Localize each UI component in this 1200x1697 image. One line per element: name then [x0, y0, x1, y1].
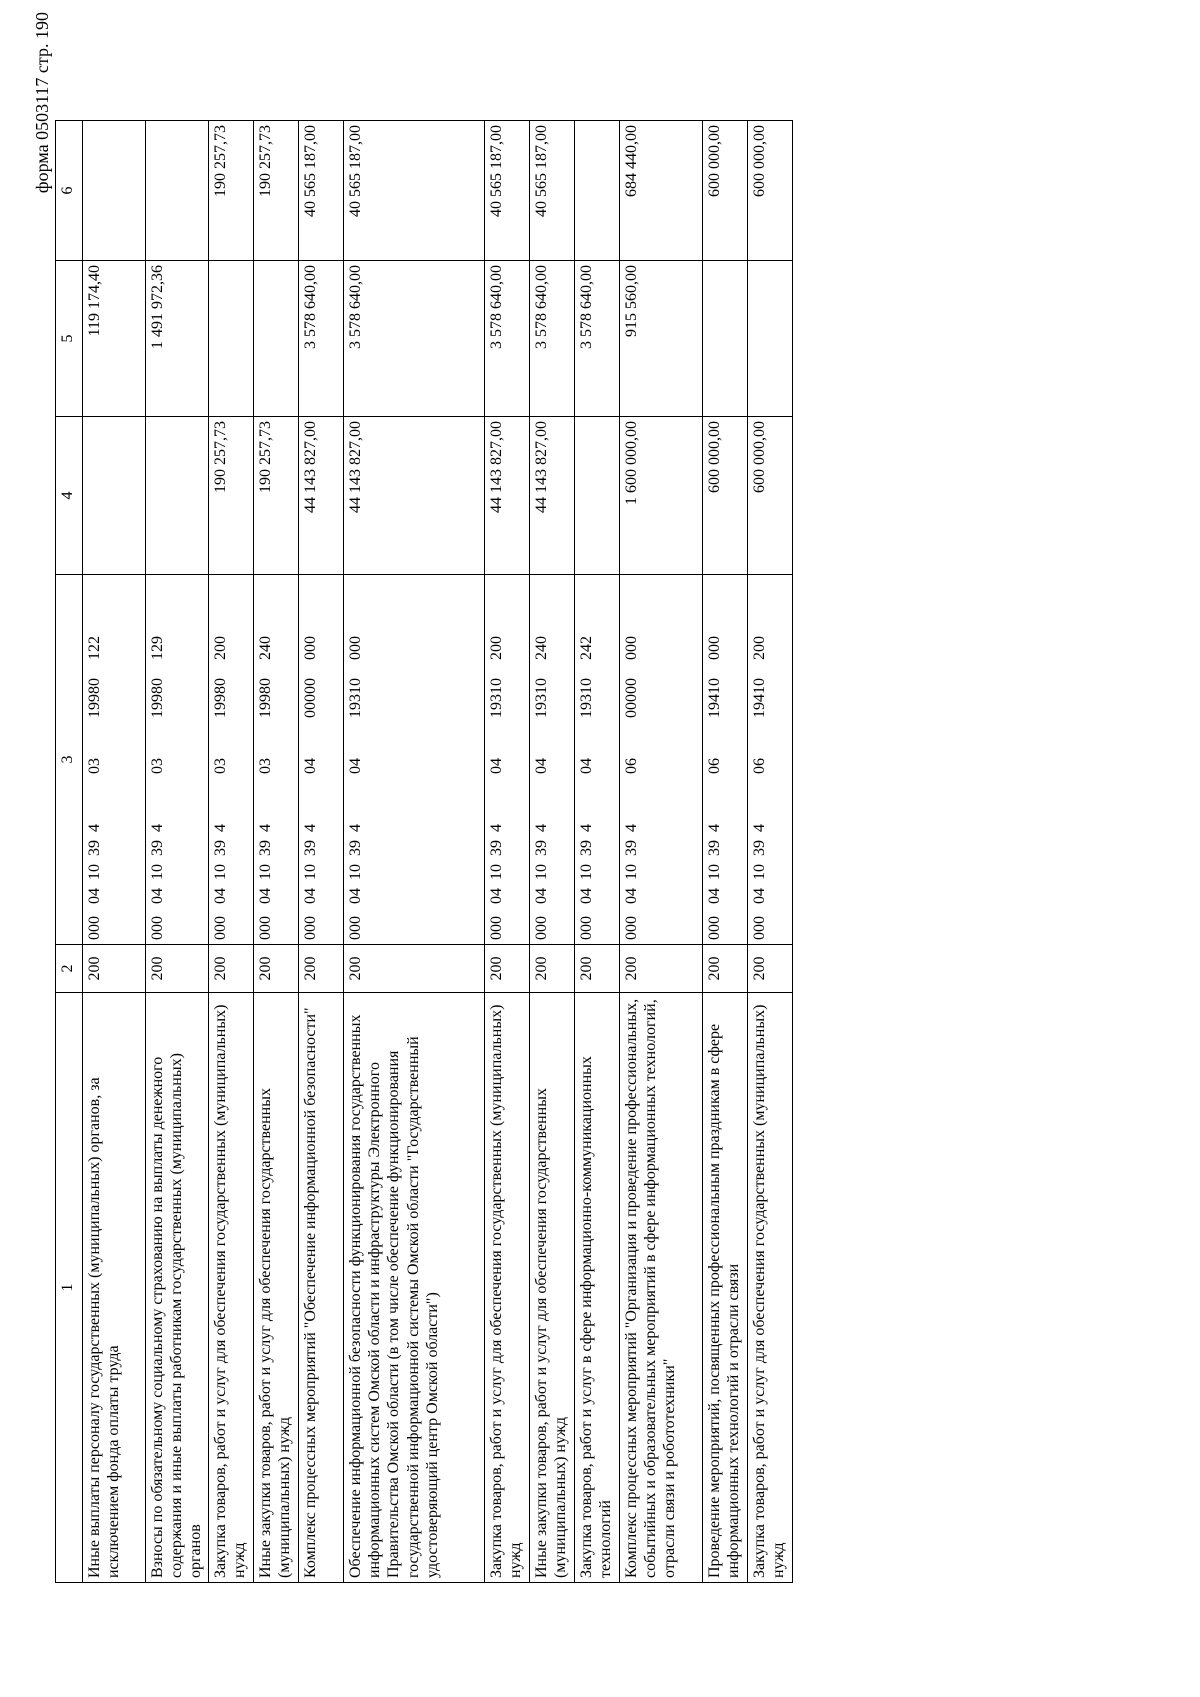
row-line-code: 200: [146, 945, 209, 993]
row-approved-amount: 190 257,73: [254, 417, 299, 575]
row-name: Закупка товаров, работ и услуг для обеспечения государственных (муниципальных) нужд: [748, 993, 793, 1583]
code-segment: 4: [302, 824, 319, 832]
report-table: [55, 120, 793, 1583]
row-classification-code: [530, 575, 575, 945]
row-unexecuted-amount: 40 565 187,00: [299, 121, 344, 261]
row-executed-amount: 3 578 640,00: [344, 261, 485, 417]
code-segment: 04: [149, 888, 166, 904]
code-segment: 240: [257, 636, 274, 660]
code-segment: 04: [578, 888, 595, 904]
row-name: Взносы по обязательному социальному страхованию на выплаты денежного содержания и иные выплаты работникам государственных (муниципальных) органов: [146, 993, 209, 1583]
code-segment: 39: [488, 840, 505, 856]
row-name: Иные закупки товаров, работ и услуг для обеспечения государственных (муниципальных) нужд: [530, 993, 575, 1583]
code-segment: 000: [751, 916, 768, 940]
code-segment: 242: [578, 636, 595, 660]
row-approved-amount: 44 143 827,00: [530, 417, 575, 575]
row-name: Комплекс процессных мероприятий "Обеспечение информационной безопасности": [299, 993, 344, 1583]
code-segment: 39: [86, 840, 103, 856]
code-segment: 04: [212, 888, 229, 904]
code-segment: 4: [86, 824, 103, 832]
row-executed-amount: 3 578 640,00: [575, 261, 620, 417]
code-segment: 06: [623, 758, 640, 774]
code-segment: 04: [488, 758, 505, 774]
row-line-code: 200: [485, 945, 530, 993]
row-approved-amount: 600 000,00: [748, 417, 793, 575]
code-segment: 04: [751, 888, 768, 904]
code-segment: 04: [533, 888, 550, 904]
row-executed-amount: [254, 261, 299, 417]
code-segment: 10: [488, 864, 505, 880]
row-executed-amount: 3 578 640,00: [530, 261, 575, 417]
code-segment: 04: [578, 758, 595, 774]
row-approved-amount: 44 143 827,00: [485, 417, 530, 575]
row-classification-code: [620, 575, 703, 945]
code-segment: 39: [751, 840, 768, 856]
row-classification-code: [575, 575, 620, 945]
form-label: форма 0503117 стр. 190: [32, 12, 52, 194]
row-approved-amount: [575, 417, 620, 575]
table-row: [748, 121, 793, 1583]
code-segment: 19410: [706, 678, 723, 718]
table-row: [485, 121, 530, 1583]
code-segment: 39: [302, 840, 319, 856]
row-unexecuted-amount: 190 257,73: [209, 121, 254, 261]
row-unexecuted-amount: 40 565 187,00: [485, 121, 530, 261]
table-row: [703, 121, 748, 1583]
column-header: 2: [56, 945, 83, 993]
column-header: 6: [56, 121, 83, 261]
code-segment: 19980: [257, 678, 274, 718]
row-line-code: 200: [299, 945, 344, 993]
code-segment: 04: [488, 888, 505, 904]
row-name: Комплекс процессных мероприятий "Организация и проведение профессиональных, событийных и образовательных мероприятий в сфере информационных технологий, отрасли связи и робототехники": [620, 993, 703, 1583]
code-segment: 10: [86, 864, 103, 880]
row-unexecuted-amount: [146, 121, 209, 261]
code-segment: 39: [149, 840, 166, 856]
code-segment: 129: [149, 636, 166, 660]
code-segment: 200: [212, 636, 229, 660]
code-segment: 03: [149, 758, 166, 774]
row-classification-code: [748, 575, 793, 945]
row-name: Проведение мероприятий, посвященных профессиональным праздникам в сфере информационных технологий и отрасли связи: [703, 993, 748, 1583]
row-executed-amount: 3 578 640,00: [485, 261, 530, 417]
table-row: [344, 121, 485, 1583]
row-classification-code: [83, 575, 146, 945]
table-row: [575, 121, 620, 1583]
row-line-code: 200: [530, 945, 575, 993]
row-approved-amount: 190 257,73: [209, 417, 254, 575]
code-segment: 04: [706, 888, 723, 904]
code-segment: 04: [347, 888, 364, 904]
row-executed-amount: [703, 261, 748, 417]
row-approved-amount: 1 600 000,00: [620, 417, 703, 575]
code-segment: 4: [347, 824, 364, 832]
code-segment: 19310: [347, 678, 364, 718]
row-executed-amount: [748, 261, 793, 417]
code-segment: 000: [257, 916, 274, 940]
row-line-code: 200: [344, 945, 485, 993]
code-segment: 000: [149, 916, 166, 940]
code-segment: 03: [212, 758, 229, 774]
row-approved-amount: 44 143 827,00: [344, 417, 485, 575]
code-segment: 4: [578, 824, 595, 832]
row-executed-amount: 119 174,40: [83, 261, 146, 417]
code-segment: 06: [751, 758, 768, 774]
code-segment: 10: [706, 864, 723, 880]
row-unexecuted-amount: [83, 121, 146, 261]
row-line-code: 200: [209, 945, 254, 993]
row-name: Иные выплаты персоналу государственных (муниципальных) органов, за исключением фонда оплаты труда: [83, 993, 146, 1583]
code-segment: 00000: [623, 678, 640, 718]
code-segment: 000: [623, 636, 640, 660]
code-segment: 000: [347, 916, 364, 940]
code-segment: 04: [86, 888, 103, 904]
column-header: 3: [56, 575, 83, 945]
row-unexecuted-amount: 600 000,00: [703, 121, 748, 261]
code-segment: 39: [533, 840, 550, 856]
row-unexecuted-amount: 40 565 187,00: [344, 121, 485, 261]
code-segment: 000: [302, 636, 319, 660]
row-unexecuted-amount: 190 257,73: [254, 121, 299, 261]
code-segment: 000: [578, 916, 595, 940]
code-segment: 10: [302, 864, 319, 880]
code-segment: 000: [706, 636, 723, 660]
code-segment: 04: [533, 758, 550, 774]
code-segment: 19980: [212, 678, 229, 718]
code-segment: 39: [706, 840, 723, 856]
row-classification-code: [299, 575, 344, 945]
code-segment: 10: [751, 864, 768, 880]
row-classification-code: [146, 575, 209, 945]
row-name: Закупка товаров, работ и услуг для обеспечения государственных (муниципальных) нужд: [209, 993, 254, 1583]
code-segment: 200: [751, 636, 768, 660]
table-row: [83, 121, 146, 1583]
row-classification-code: [209, 575, 254, 945]
code-segment: 000: [533, 916, 550, 940]
column-header: 5: [56, 261, 83, 417]
row-approved-amount: [83, 417, 146, 575]
code-segment: 04: [623, 888, 640, 904]
code-segment: 000: [347, 636, 364, 660]
code-segment: 000: [706, 916, 723, 940]
code-segment: 10: [149, 864, 166, 880]
row-line-code: 200: [703, 945, 748, 993]
row-approved-amount: [146, 417, 209, 575]
code-segment: 03: [257, 758, 274, 774]
code-segment: 10: [212, 864, 229, 880]
row-executed-amount: 915 560,00: [620, 261, 703, 417]
row-unexecuted-amount: [575, 121, 620, 261]
code-segment: 39: [578, 840, 595, 856]
code-segment: 19310: [488, 678, 505, 718]
row-line-code: 200: [254, 945, 299, 993]
code-segment: 200: [488, 636, 505, 660]
row-line-code: 200: [83, 945, 146, 993]
column-header: 4: [56, 417, 83, 575]
table-row: [254, 121, 299, 1583]
row-unexecuted-amount: 684 440,00: [620, 121, 703, 261]
code-segment: 000: [212, 916, 229, 940]
row-approved-amount: 44 143 827,00: [299, 417, 344, 575]
code-segment: 4: [149, 824, 166, 832]
code-segment: 000: [302, 916, 319, 940]
column-header: 1: [56, 993, 83, 1583]
row-line-code: 200: [575, 945, 620, 993]
code-segment: 19310: [578, 678, 595, 718]
code-segment: 19980: [86, 678, 103, 718]
row-executed-amount: [209, 261, 254, 417]
code-segment: 10: [347, 864, 364, 880]
code-segment: 240: [533, 636, 550, 660]
code-segment: 39: [257, 840, 274, 856]
code-segment: 04: [257, 888, 274, 904]
code-segment: 39: [623, 840, 640, 856]
code-segment: 39: [347, 840, 364, 856]
row-approved-amount: 600 000,00: [703, 417, 748, 575]
row-classification-code: [344, 575, 485, 945]
code-segment: 000: [86, 916, 103, 940]
code-segment: 000: [623, 916, 640, 940]
table-row: [209, 121, 254, 1583]
row-name: Обеспечение информационной безопасности функционирования государственных информационных систем Омской области и инфраструктуры Электронного Правительства Омской области (в том числе обеспечение функционирования государственной информационной системы Омской области "Государственный удостоверяющий центр Омской области"): [344, 993, 485, 1583]
code-segment: 10: [257, 864, 274, 880]
code-segment: 06: [706, 758, 723, 774]
row-executed-amount: 1 491 972,36: [146, 261, 209, 417]
row-line-code: 200: [620, 945, 703, 993]
row-name: Закупка товаров, работ и услуг в сфере информационно-коммуникационных технологий: [575, 993, 620, 1583]
code-segment: 4: [623, 824, 640, 832]
table-row: [146, 121, 209, 1583]
code-segment: 4: [751, 824, 768, 832]
row-unexecuted-amount: 40 565 187,00: [530, 121, 575, 261]
row-classification-code: [703, 575, 748, 945]
row-classification-code: [254, 575, 299, 945]
row-name: Закупка товаров, работ и услуг для обеспечения государственных (муниципальных) нужд: [485, 993, 530, 1583]
code-segment: 19980: [149, 678, 166, 718]
code-segment: 04: [302, 888, 319, 904]
code-segment: 03: [86, 758, 103, 774]
code-segment: 4: [257, 824, 274, 832]
code-segment: 4: [533, 824, 550, 832]
code-segment: 04: [302, 758, 319, 774]
code-segment: 04: [347, 758, 364, 774]
table-row: [530, 121, 575, 1583]
row-classification-code: [485, 575, 530, 945]
code-segment: 39: [212, 840, 229, 856]
code-segment: 000: [488, 916, 505, 940]
code-segment: 19310: [533, 678, 550, 718]
code-segment: 10: [578, 864, 595, 880]
code-segment: 4: [706, 824, 723, 832]
code-segment: 10: [623, 864, 640, 880]
code-segment: 4: [488, 824, 505, 832]
row-unexecuted-amount: 600 000,00: [748, 121, 793, 261]
code-segment: 19410: [751, 678, 768, 718]
table-row: [299, 121, 344, 1583]
column-header-row: [56, 121, 83, 1583]
code-segment: 00000: [302, 678, 319, 718]
row-executed-amount: 3 578 640,00: [299, 261, 344, 417]
code-segment: 122: [86, 636, 103, 660]
row-name: Иные закупки товаров, работ и услуг для обеспечения государственных (муниципальных) нужд: [254, 993, 299, 1583]
row-line-code: 200: [748, 945, 793, 993]
code-segment: 4: [212, 824, 229, 832]
table-body: [83, 121, 793, 1583]
code-segment: 10: [533, 864, 550, 880]
table-row: [620, 121, 703, 1583]
